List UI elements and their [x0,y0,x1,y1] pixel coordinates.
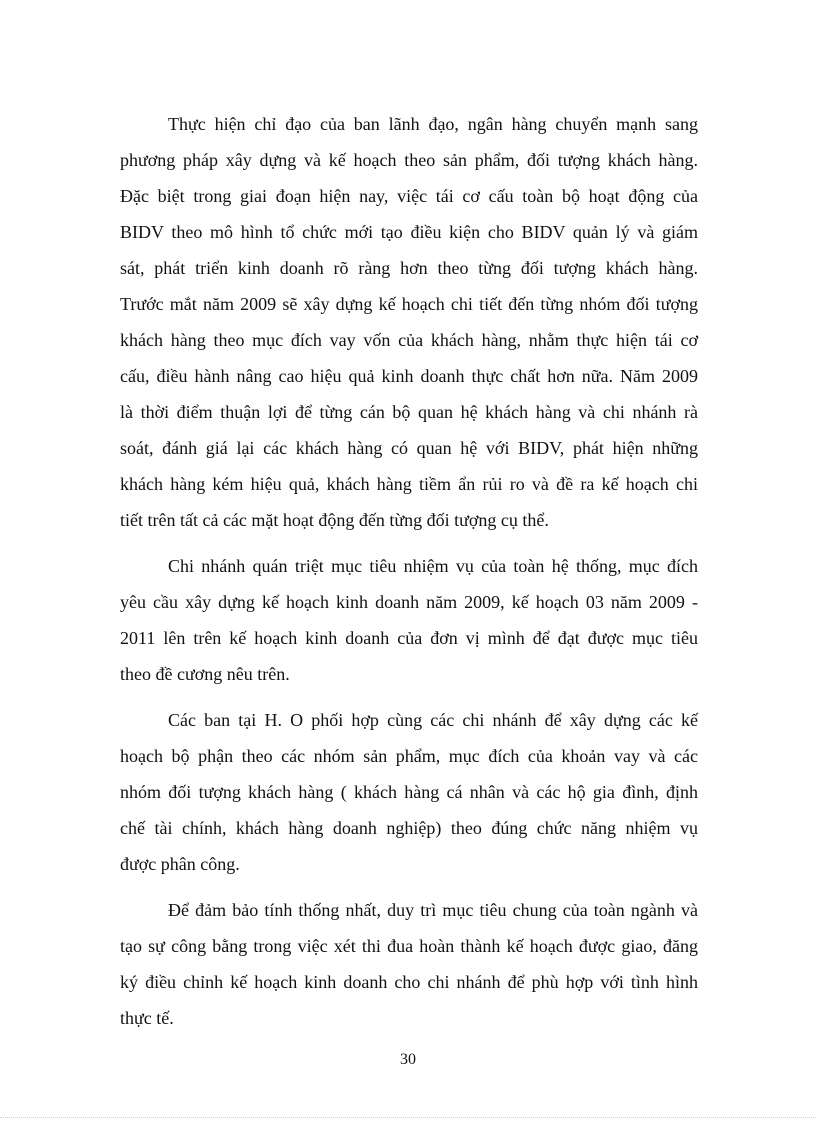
text-line: khách hàng theo mục đích vay vốn của khách hàng, nhằm thực hiện tái cơ [120,330,698,350]
text-line: nhóm đối tượng khách hàng ( khách hàng cá nhân và các hộ gia đình, định [120,782,698,802]
text-line: tiết trên tất cả các mặt hoạt động đến từng đối tượng cụ thể. [120,510,549,530]
text-line: ký điều chỉnh kế hoạch kinh doanh cho chi nhánh để phù hợp với tình hình [120,972,698,992]
text-line: Để đảm bảo tính thống nhất, duy trì mục tiêu chung của toàn ngành và [168,900,698,920]
text-line: phương pháp xây dựng và kế hoạch theo sản phẩm, đối tượng khách hàng. [120,150,698,170]
text-line: Đặc biệt trong giai đoạn hiện nay, việc tái cơ cấu toàn bộ hoạt động của [120,186,698,206]
paragraph [120,702,698,882]
body-text [120,106,698,1036]
paragraph-spacer [120,692,698,702]
text-line: khách hàng kém hiệu quả, khách hàng tiềm ẩn rủi ro và đề ra kế hoạch chi [120,474,698,494]
text-line: yêu cầu xây dựng kế hoạch kinh doanh năm 2009, kế hoạch 03 năm 2009 - [120,592,698,612]
text-line: hoạch bộ phận theo các nhóm sản phẩm, mục đích của khoản vay và các [120,746,698,766]
paragraph-spacer [120,538,698,548]
paragraph [120,548,698,692]
text-line: soát, đánh giá lại các khách hàng có quan hệ với BIDV, phát hiện những [120,438,698,458]
text-line: Các ban tại H. O phối hợp cùng các chi nhánh để xây dựng các kế [168,710,698,730]
text-line: sát, phát triển kinh doanh rõ ràng hơn theo từng đối tượng khách hàng. [120,258,698,278]
text-line: theo đề cương nêu trên. [120,664,290,684]
text-line: Thực hiện chỉ đạo của ban lãnh đạo, ngân hàng chuyển mạnh sang [168,114,698,134]
paragraph-spacer [120,882,698,892]
page-number: 30 [400,1051,416,1068]
paragraph [120,892,698,1036]
text-line: là thời điểm thuận lợi để từng cán bộ quan hệ khách hàng và chi nhánh rà [120,402,698,422]
text-line: Trước mắt năm 2009 sẽ xây dựng kế hoạch chi tiết đến từng nhóm đối tượng [120,294,698,314]
text-line: 2011 lên trên kế hoạch kinh doanh của đơn vị mình để đạt được mục tiêu [120,628,698,648]
page-bottom-divider [0,1117,816,1118]
text-line: chế tài chính, khách hàng doanh nghiệp) theo đúng chức năng nhiệm vụ [120,818,698,838]
text-line: thực tế. [120,1008,174,1028]
text-line: tạo sự công bằng trong việc xét thi đua hoàn thành kế hoạch được giao, đăng [120,936,698,956]
text-line: cấu, điều hành nâng cao hiệu quả kinh doanh thực chất hơn nữa. Năm 2009 [120,366,698,386]
text-line: được phân công. [120,854,240,874]
text-line: Chi nhánh quán triệt mục tiêu nhiệm vụ của toàn hệ thống, mục đích [168,556,698,576]
paragraph [120,106,698,538]
text-line: BIDV theo mô hình tổ chức mới tạo điều kiện cho BIDV quản lý và giám [120,222,698,242]
